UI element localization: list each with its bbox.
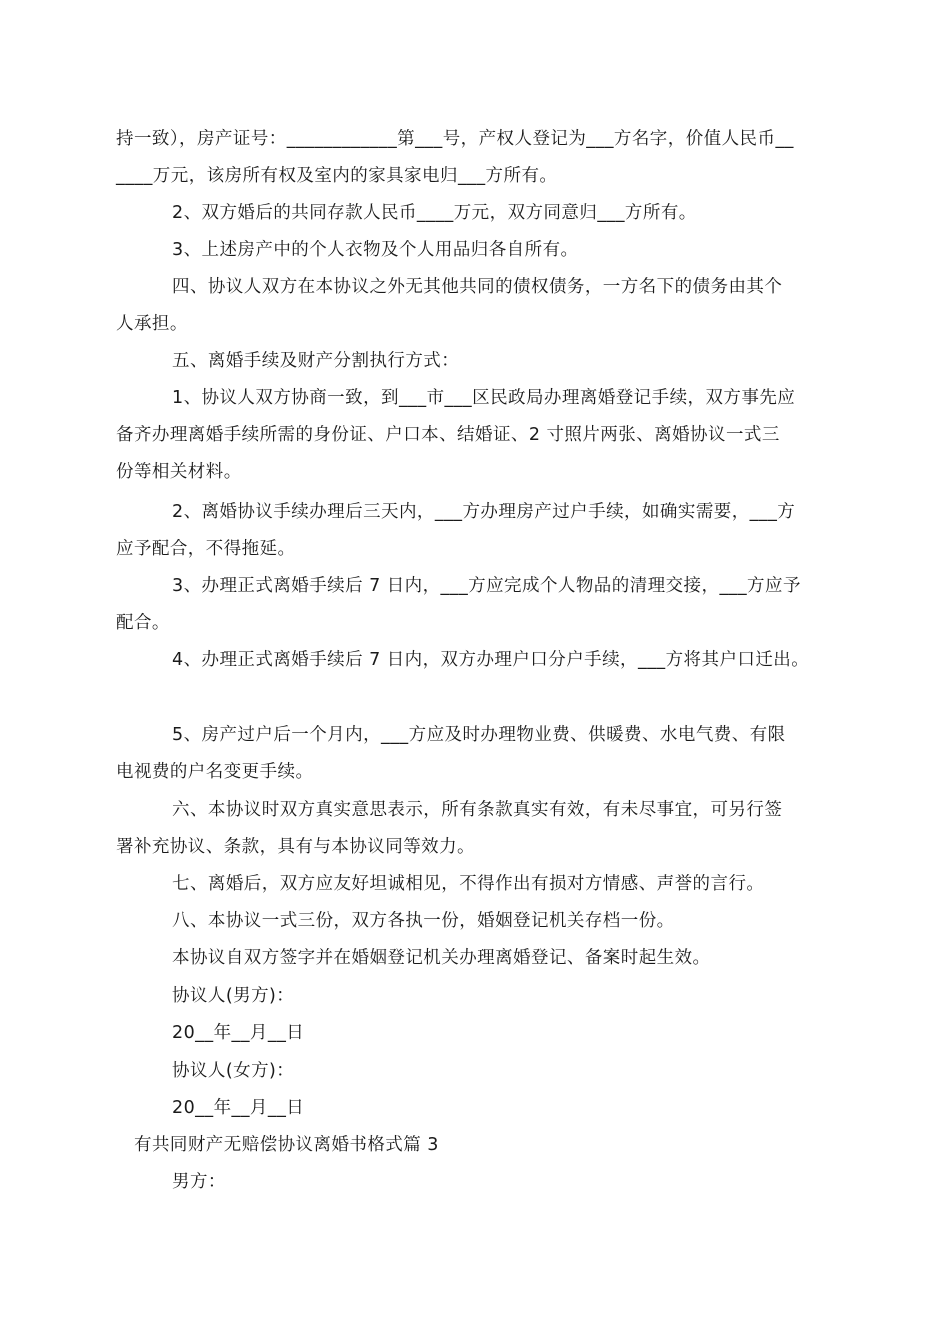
paragraph-line: 八、本协议一式三份，双方各执一份，婚姻登记机关存档一份。 [172, 911, 675, 931]
paragraph-line: 2、双方婚后的共同存款人民币____万元，双方同意归___方所有。 [172, 203, 697, 223]
paragraph-line: 份等相关材料。 [116, 462, 242, 482]
paragraph-line: 5、房产过户后一个月内，___方应及时办理物业费、供暖费、水电气费、有限 [172, 725, 786, 745]
paragraph-line: 四、协议人双方在本协议之外无其他共同的债权债务，一方名下的债务由其个 [172, 277, 783, 297]
paragraph-line: 男方： [172, 1172, 226, 1192]
paragraph-line: 备齐办理离婚手续所需的身份证、户口本、结婚证、2 寸照片两张、离婚协议一式三 [116, 425, 780, 445]
signature-label: 协议人(女方)： [172, 1061, 295, 1081]
paragraph-line: 本协议自双方签字并在婚姻登记机关办理离婚登记、备案时起生效。 [172, 948, 711, 968]
paragraph-line: 人承担。 [116, 314, 188, 334]
paragraph-line: 3、办理正式离婚手续后 7 日内，___方应完成个人物品的清理交接，___方应予 [172, 576, 801, 596]
section-title: 有共同财产无赔偿协议离婚书格式篇 3 [134, 1135, 439, 1155]
paragraph-line: 4、办理正式离婚手续后 7 日内，双方办理户口分户手续，___方将其户口迁出。 [172, 650, 810, 670]
signature-label: 协议人(男方)： [172, 986, 295, 1006]
paragraph-line: 1、协议人双方协商一致，到___市___区民政局办理离婚登记手续，双方事先应 [172, 388, 796, 408]
paragraph-line: 六、本协议时双方真实意思表示，所有条款真实有效，有未尽事宜，可另行签 [172, 800, 783, 820]
paragraph-line: 2、离婚协议手续办理后三天内，___方办理房产过户手续，如确实需要，___方 [172, 502, 796, 522]
section-heading: 五、离婚手续及财产分割执行方式： [172, 351, 460, 371]
paragraph-line: 电视费的户名变更手续。 [116, 762, 314, 782]
paragraph-line: ____万元，该房所有权及室内的家具家电归___方所有。 [116, 166, 558, 186]
paragraph-line: 七、离婚后，双方应友好坦诚相见，不得作出有损对方情感、声誉的言行。 [172, 874, 765, 894]
paragraph-line: 持一致），房产证号：____________第___号，产权人登记为___方名字，价值人民币__ [116, 129, 794, 149]
paragraph-line: 应予配合，不得拖延。 [116, 539, 296, 559]
date-line: 20__年__月__日 [172, 1023, 305, 1043]
paragraph-line: 署补充协议、条款，具有与本协议同等效力。 [116, 837, 475, 857]
paragraph-line: 配合。 [116, 613, 170, 633]
paragraph-line: 3、上述房产中的个人衣物及个人用品归各自所有。 [172, 240, 579, 260]
date-line: 20__年__月__日 [172, 1098, 305, 1118]
